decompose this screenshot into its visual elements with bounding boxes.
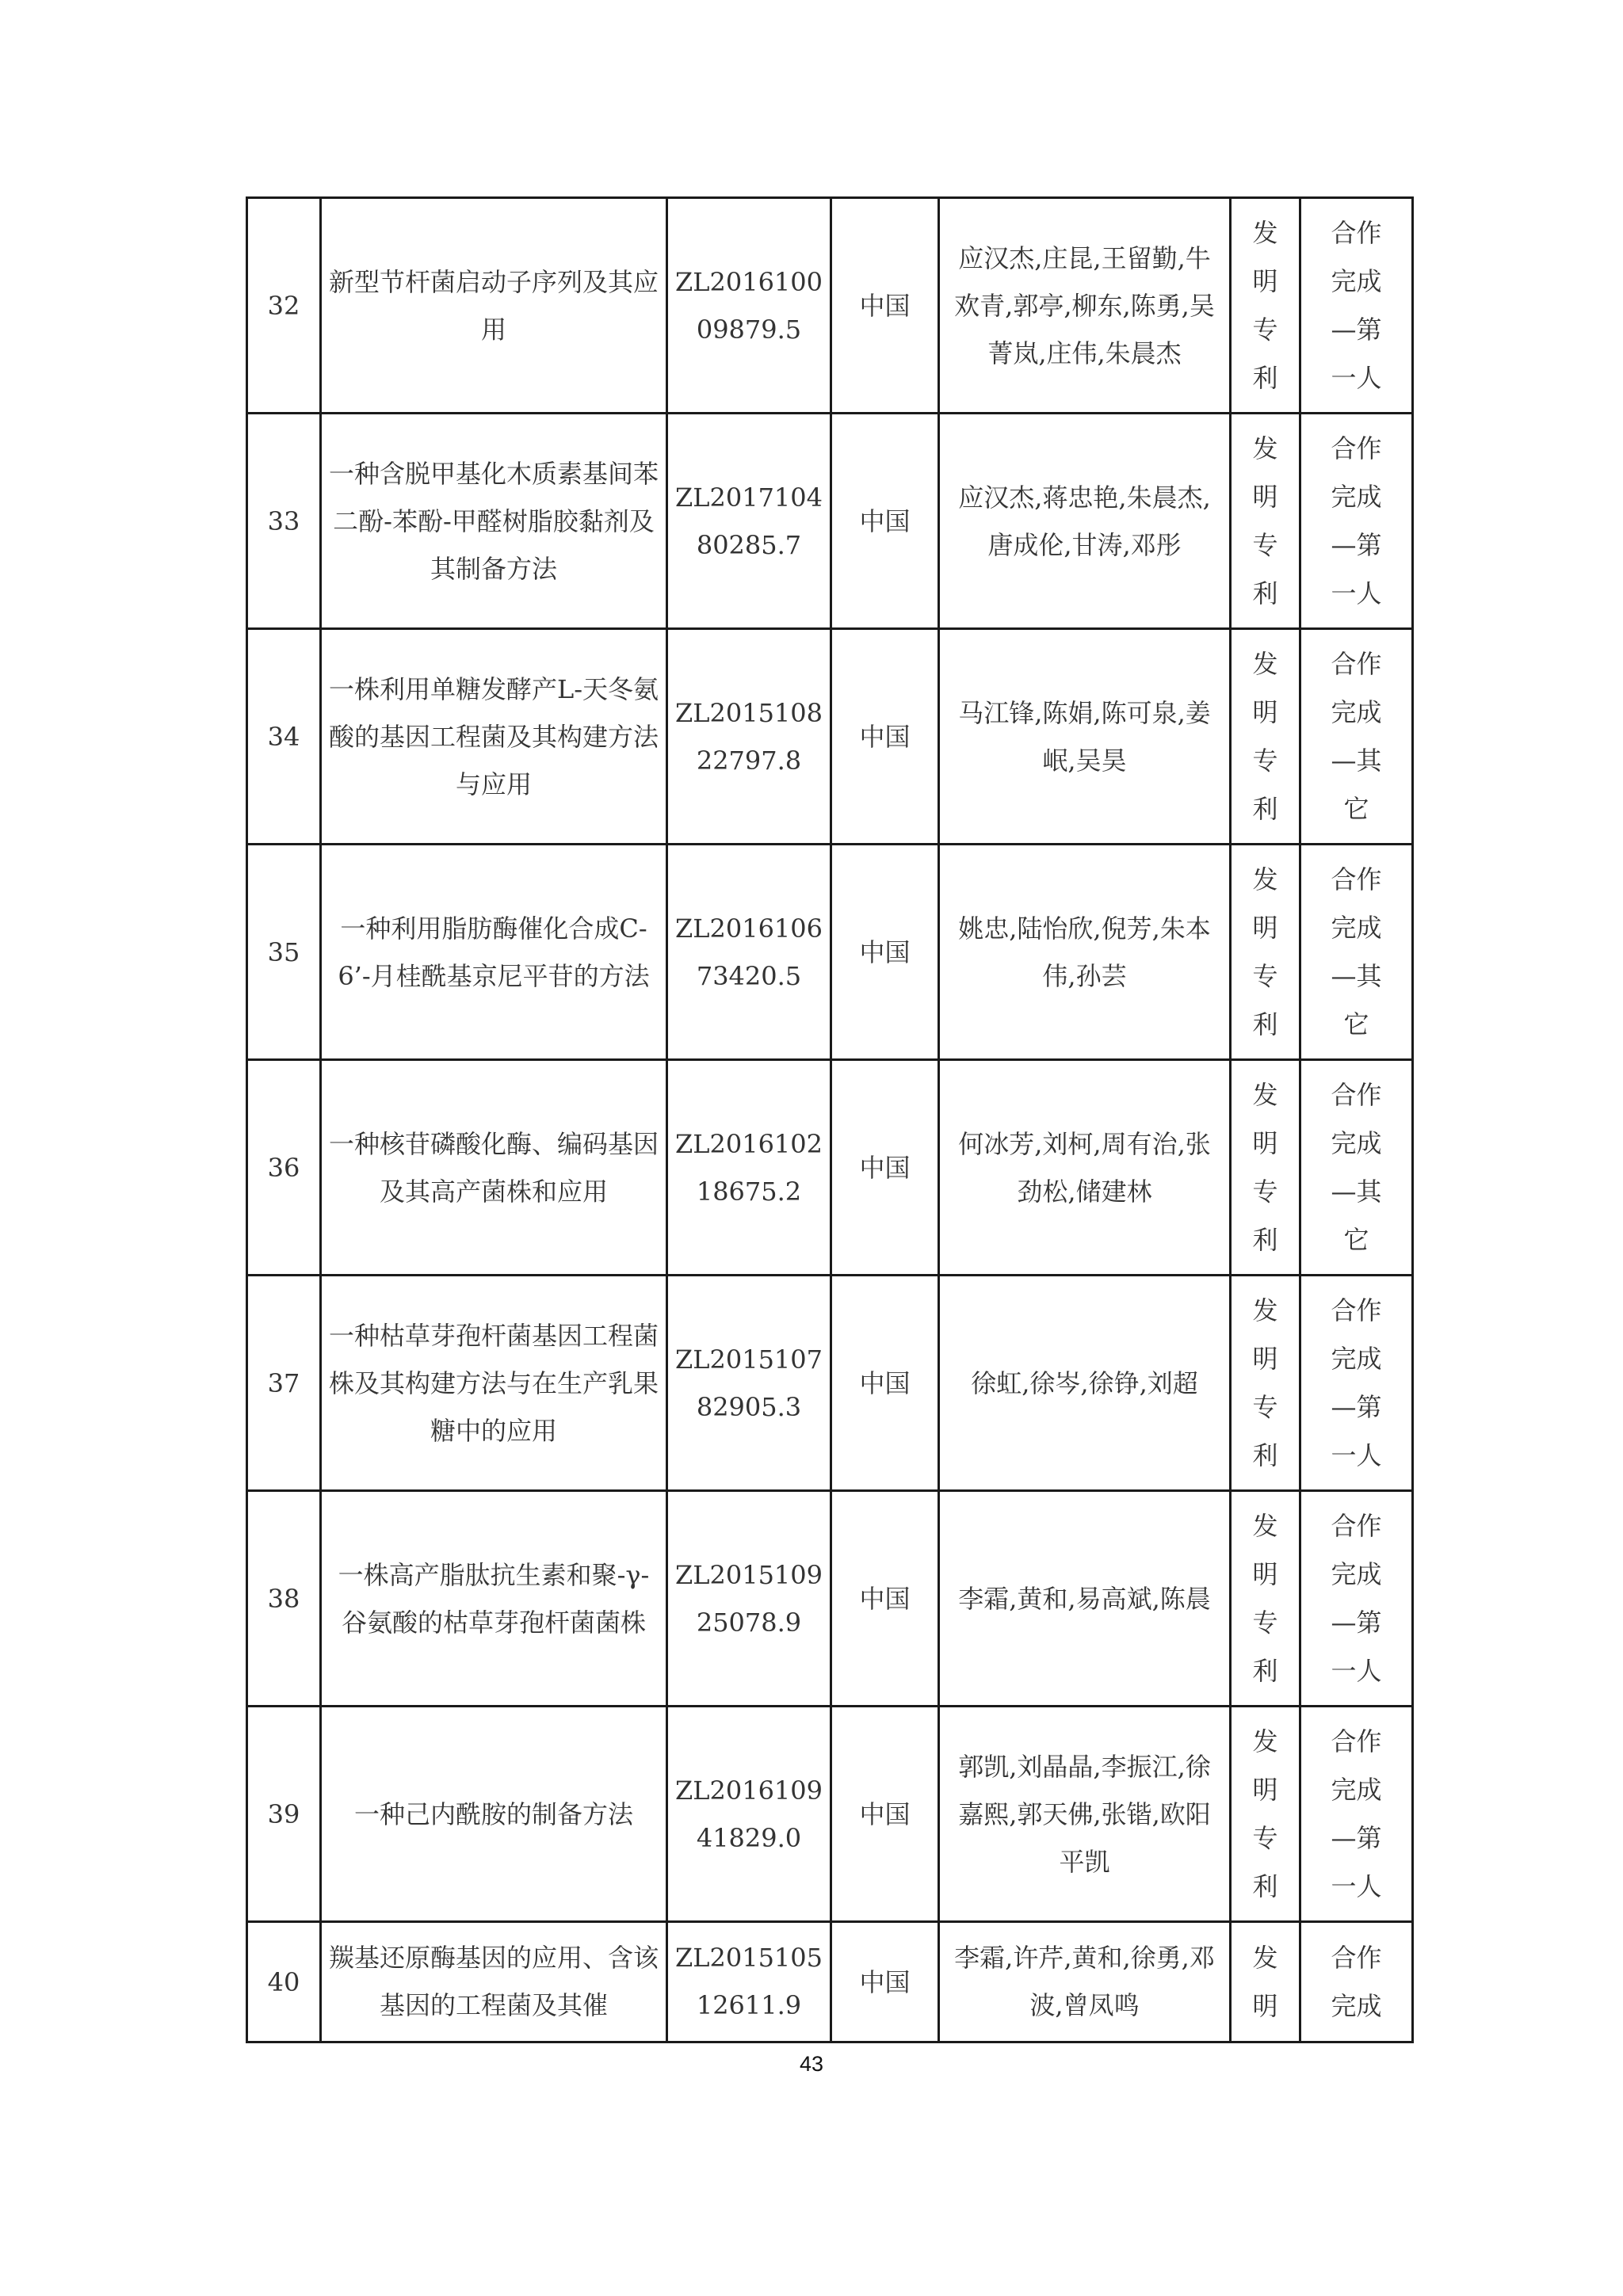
table-row [247,1060,1413,1276]
table-row [247,845,1413,1060]
completion-status-text: 合作完成—第一人 [1331,1726,1382,1901]
row-number: 37 [247,1276,321,1491]
patent-type-text: 发明专利 [1252,1079,1278,1255]
patent-number [667,629,831,845]
patent-number [667,1491,831,1707]
inventors: 何冰芳,刘柯,周有治,张劲松,储建林 [939,1060,1231,1276]
patent-number [667,414,831,629]
patent-title: 一种己内酰胺的制备方法 [321,1707,667,1922]
completion-status [1300,198,1413,414]
completion-status [1300,845,1413,1060]
patent-number-line: 80285.7 [696,529,802,560]
completion-status [1300,1707,1413,1922]
table-row [247,1922,1413,2042]
inventors: 徐虹,徐岑,徐铮,刘超 [939,1276,1231,1491]
patent-table [246,196,1414,2043]
patent-number-line: 25078.9 [696,1607,802,1638]
table-row [247,198,1413,414]
patent-type [1231,1491,1300,1707]
patent-number-line: ZL2016109 [675,1775,823,1806]
patent-type [1231,1922,1300,2042]
completion-status [1300,1922,1413,2042]
row-number: 38 [247,1491,321,1707]
patent-type [1231,1276,1300,1491]
patent-number-line: 09879.5 [696,314,802,345]
table-row [247,629,1413,845]
patent-type-text: 发明专利 [1252,1510,1278,1686]
row-number: 35 [247,845,321,1060]
patent-title: 一种含脱甲基化木质素基间苯二酚-苯酚-甲醛树脂胶黏剂及其制备方法 [321,414,667,629]
completion-status-text: 合作完成—第一人 [1331,1510,1382,1686]
country: 中国 [831,198,939,414]
patent-type [1231,629,1300,845]
row-number: 34 [247,629,321,845]
inventors: 应汉杰,庄昆,王留勤,牛欢青,郭亭,柳东,陈勇,吴菁岚,庄伟,朱晨杰 [939,198,1231,414]
patent-title: 一种核苷磷酸化酶、编码基因及其高产菌株和应用 [321,1060,667,1276]
patent-number-line: ZL2017104 [675,482,823,513]
patent-number-line: 82905.3 [696,1391,802,1422]
country: 中国 [831,1491,939,1707]
table-row [247,1707,1413,1922]
patent-title: 羰基还原酶基因的应用、含该基因的工程菌及其催 [321,1922,667,2042]
patent-type [1231,198,1300,414]
patent-type-text: 发明专利 [1252,648,1278,824]
completion-status-text: 合作完成—第一人 [1331,433,1382,608]
completion-status [1300,414,1413,629]
row-number: 32 [247,198,321,414]
patent-number-line: ZL2016106 [675,913,823,944]
row-number: 39 [247,1707,321,1922]
patent-number [667,1276,831,1491]
completion-status-text: 合作完成—其它 [1331,864,1382,1039]
completion-status [1300,629,1413,845]
completion-status-text: 合作完成—第一人 [1331,1295,1382,1470]
patent-number [667,1060,831,1276]
inventors: 郭凯,刘晶晶,李振江,徐嘉熙,郭天佛,张锴,欧阳平凯 [939,1707,1231,1922]
patent-type [1231,1707,1300,1922]
patent-type-text: 发明专利 [1252,864,1278,1039]
table-row [247,1491,1413,1707]
patent-number [667,1922,831,2042]
completion-status-text: 合作完成 [1331,1943,1382,2021]
row-number: 40 [247,1922,321,2042]
patent-type-text: 发明专利 [1252,1726,1278,1901]
row-number: 36 [247,1060,321,1276]
patent-title: 一株利用单糖发酵产L-天冬氨酸的基因工程菌及其构建方法与应用 [321,629,667,845]
country: 中国 [831,1060,939,1276]
patent-number-line: ZL2015107 [675,1344,823,1375]
patent-number-line: ZL2015109 [675,1559,823,1590]
completion-status [1300,1491,1413,1707]
patent-title: 新型节杆菌启动子序列及其应用 [321,198,667,414]
completion-status-text: 合作完成—第一人 [1331,217,1382,393]
patent-type [1231,414,1300,629]
patent-type-text: 发明专利 [1252,433,1278,608]
country: 中国 [831,629,939,845]
country: 中国 [831,1276,939,1491]
patent-number [667,198,831,414]
inventors: 李霜,许芹,黄和,徐勇,邓波,曾凤鸣 [939,1922,1231,2042]
inventors: 姚忠,陆怡欣,倪芳,朱本伟,孙芸 [939,845,1231,1060]
patent-number-line: 41829.0 [696,1822,802,1853]
country: 中国 [831,1707,939,1922]
table-row [247,414,1413,629]
completion-status [1300,1276,1413,1491]
patent-number-line: ZL2016100 [675,266,823,297]
table-row [247,1276,1413,1491]
patent-number [667,845,831,1060]
patent-title: 一种利用脂肪酶催化合成C-6’-月桂酰基京尼平苷的方法 [321,845,667,1060]
patent-type [1231,1060,1300,1276]
patent-title: 一株高产脂肽抗生素和聚-γ-谷氨酸的枯草芽孢杆菌菌株 [321,1491,667,1707]
patent-number-line: 18675.2 [696,1176,802,1207]
completion-status-text: 合作完成—其它 [1331,1079,1382,1255]
row-number: 33 [247,414,321,629]
patent-number-line: 73420.5 [696,960,802,991]
country: 中国 [831,414,939,629]
patent-number-line: ZL2015108 [675,697,823,728]
patent-title: 一种枯草芽孢杆菌基因工程菌株及其构建方法与在生产乳果糖中的应用 [321,1276,667,1491]
patent-number-line: 12611.9 [696,1990,802,2020]
inventors: 应汉杰,蒋忠艳,朱晨杰,唐成伦,甘涛,邓彤 [939,414,1231,629]
patent-type-text: 发明 [1252,1943,1278,2021]
completion-status-text: 合作完成—其它 [1331,648,1382,824]
patent-type-text: 发明专利 [1252,1295,1278,1470]
page-number: 43 [799,2052,824,2076]
patent-type-text: 发明专利 [1252,217,1278,393]
patent-table-body [247,198,1413,2042]
completion-status [1300,1060,1413,1276]
patent-number-line: ZL2015105 [675,1943,823,1973]
patent-type [1231,845,1300,1060]
country: 中国 [831,845,939,1060]
inventors: 马江锋,陈娟,陈可泉,姜岷,吴昊 [939,629,1231,845]
patent-number-line: ZL2016102 [675,1128,823,1159]
patent-number-line: 22797.8 [696,745,802,776]
patent-number [667,1707,831,1922]
country: 中国 [831,1922,939,2042]
inventors: 李霜,黄和,易高斌,陈晨 [939,1491,1231,1707]
